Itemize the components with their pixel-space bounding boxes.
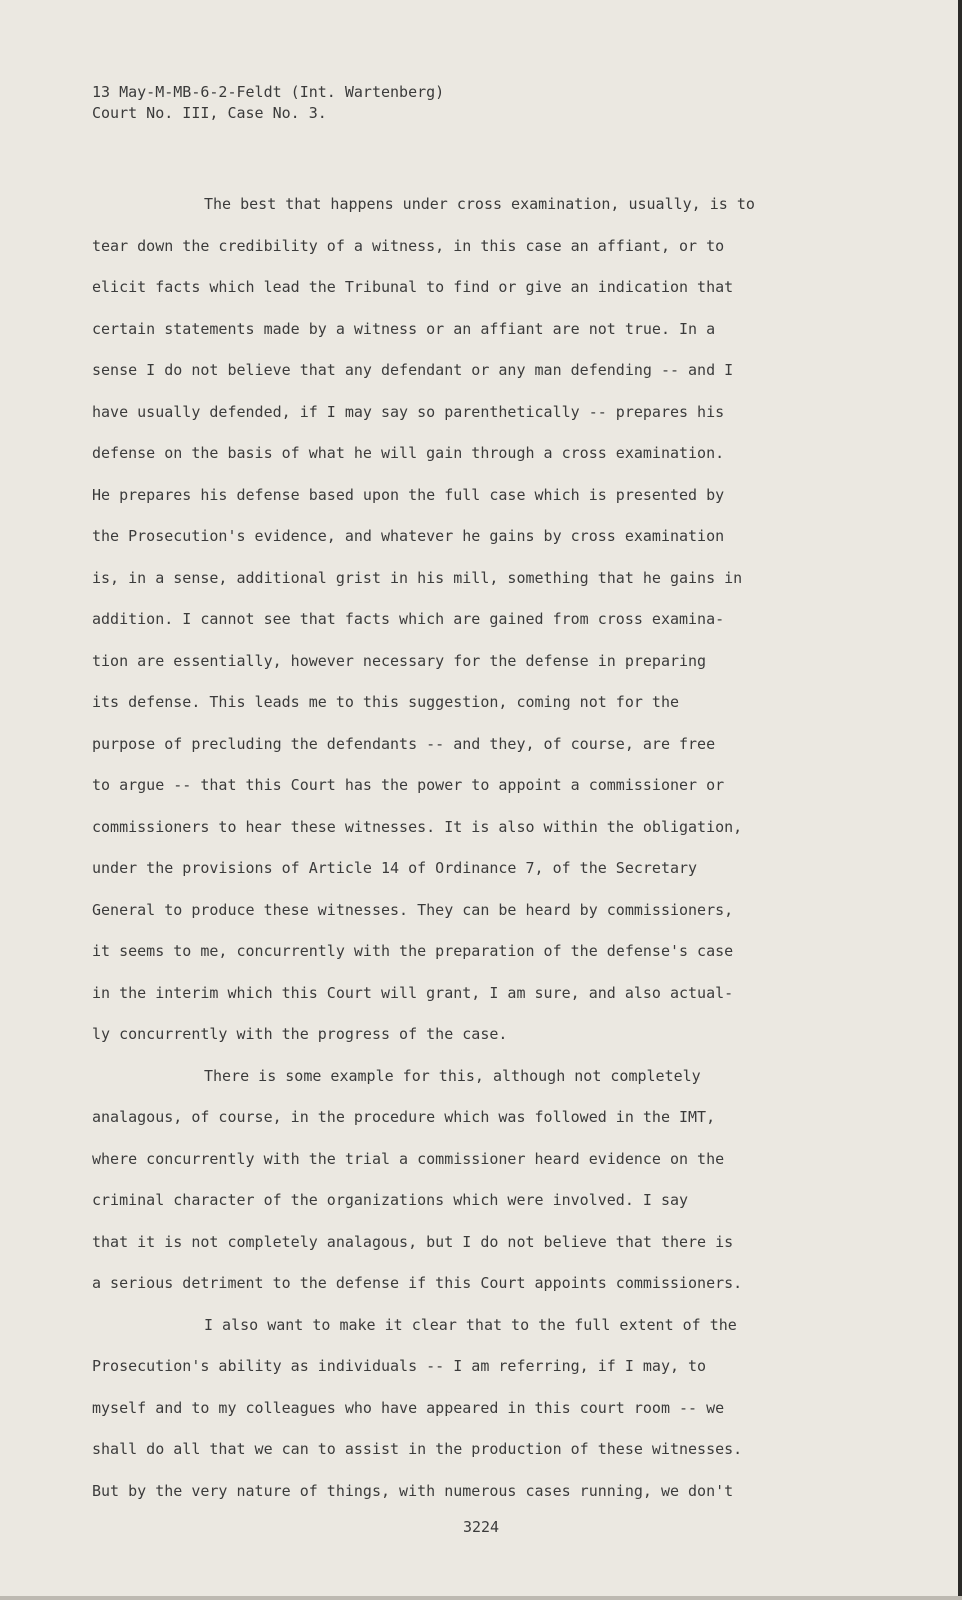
header-line-1: 13 May-M-MB-6-2-Feldt (Int. Wartenberg) — [92, 83, 445, 101]
document-header — [92, 82, 444, 124]
transcript-line: myself and to my colleagues who have appeared in this court room -- we — [92, 1398, 725, 1417]
transcript-line: Prosecution's ability as individuals -- I am referring, if I may, to — [92, 1357, 707, 1375]
transcript-line: But by the very nature of things, with numerous cases running, we don't — [92, 1481, 734, 1500]
transcript-line: commissioners to hear these witnesses. It is also within the obligation, — [92, 817, 743, 836]
transcript-line: tear down the credibility of a witness, in this case an affiant, or to — [92, 236, 725, 255]
scan-edge-bottom — [0, 1596, 962, 1600]
transcript-line: have usually defended, if I may say so parenthetically -- prepares his — [92, 402, 725, 421]
scan-edge-right — [958, 0, 962, 1600]
transcript-line: analagous, of course, in the procedure which was followed in the IMT, — [92, 1108, 716, 1126]
transcript-line: elicit facts which lead the Tribunal to find or give an indication that — [92, 278, 734, 296]
page-number: 3224 — [462, 1518, 500, 1536]
transcript-line: criminal character of the organizations which were involved. I say — [92, 1191, 689, 1209]
transcript-line: it seems to me, concurrently with the preparation of the defense's case — [92, 942, 734, 960]
transcript-line: where concurrently with the trial a commissioner heard evidence on the — [92, 1149, 725, 1168]
transcript-line: There is some example for this, although not completely — [204, 1066, 701, 1085]
transcript-line: tion are essentially, however necessary for the defense in preparing — [92, 651, 707, 670]
transcript-line: a serious detriment to the defense if this Court appoints commissioners. — [92, 1274, 743, 1292]
transcript-line: under the provisions of Article 14 of Ordinance 7, of the Secretary — [92, 859, 698, 877]
transcript-line: General to produce these witnesses. They can be heard by commissioners, — [92, 900, 734, 919]
transcript-line: I also want to make it clear that to the full extent of the — [204, 1315, 737, 1334]
transcript-line: purpose of precluding the defendants -- and they, of course, are free — [92, 734, 716, 753]
transcript-line: sense I do not believe that any defendant or any man defending -- and I — [92, 361, 734, 379]
transcript-line: He prepares his defense based upon the full case which is presented by — [92, 485, 725, 504]
transcript-line: is, in a sense, additional grist in his mill, something that he gains in — [92, 568, 743, 587]
header-line-2: Court No. III, Case No. 3. — [92, 104, 327, 122]
transcript-line: to argue -- that this Court has the power to appoint a commissioner or — [92, 776, 725, 794]
transcript-line: addition. I cannot see that facts which are gained from cross examina- — [92, 610, 725, 628]
transcript-line: in the interim which this Court will grant, I am sure, and also actual- — [92, 983, 734, 1002]
transcript-body — [92, 184, 852, 1512]
transcript-line: ly concurrently with the progress of the case. — [92, 1025, 508, 1043]
transcript-line: certain statements made by a witness or an affiant are not true. In a — [92, 319, 716, 338]
transcript-line: The best that happens under cross examination, usually, is to — [204, 195, 755, 213]
transcript-line: that it is not completely analagous, but I do not believe that there is — [92, 1232, 734, 1251]
transcript-line: shall do all that we can to assist in the production of these witnesses. — [92, 1440, 743, 1458]
transcript-line: the Prosecution's evidence, and whatever he gains by cross examination — [92, 527, 725, 545]
transcript-line: its defense. This leads me to this suggestion, coming not for the — [92, 693, 679, 711]
transcript-line: defense on the basis of what he will gain through a cross examination. — [92, 444, 725, 462]
